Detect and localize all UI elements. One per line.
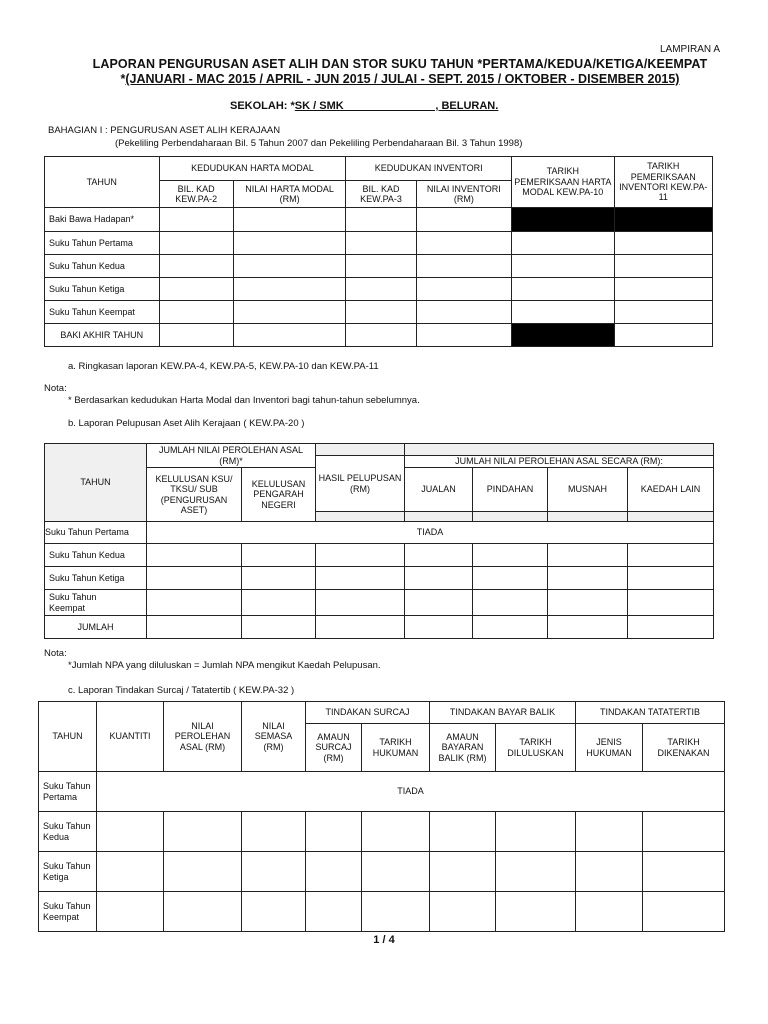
col-pindahan: PINDAHAN bbox=[473, 468, 548, 512]
col-kaedah-lain: KAEDAH LAIN bbox=[628, 468, 714, 512]
item-a: a. Ringkasan laporan KEW.PA-4, KEW.PA-5, KEW.PA-10 dan KEW.PA-11 bbox=[68, 361, 379, 372]
table-row bbox=[39, 892, 725, 932]
tiada-label: TIADA bbox=[147, 522, 714, 544]
row-label: Suku Tahun Kedua bbox=[45, 544, 147, 567]
col-kelulusan-pengarah: KELULUSAN PENGARAH NEGERI bbox=[242, 468, 316, 522]
table-row bbox=[39, 852, 725, 892]
table-row bbox=[39, 772, 725, 812]
nota-label: Nota: bbox=[44, 383, 67, 394]
table-pelupusan bbox=[44, 443, 714, 639]
sekolah-value: SK / SMK , BELURAN. bbox=[294, 100, 499, 112]
col-tahun: TAHUN bbox=[45, 157, 160, 208]
row-label: BAKI AKHIR TAHUN bbox=[45, 324, 160, 347]
table-row bbox=[45, 616, 714, 639]
col-nilai-perolehan: NILAI PEROLEHAN ASAL (RM) bbox=[164, 702, 242, 772]
col-nilai-semasa: NILAI SEMASA (RM) bbox=[242, 702, 306, 772]
nota-b: *Jumlah NPA yang diluluskan = Jumlah NPA mengikut Kaedah Pelupusan. bbox=[68, 660, 381, 671]
row-label: Suku Tahun Pertama bbox=[45, 522, 147, 544]
table-row bbox=[39, 812, 725, 852]
grp-secara: JUMLAH NILAI PEROLEHAN ASAL SECARA (RM): bbox=[405, 456, 714, 468]
item-b: b. Laporan Pelupusan Aset Alih Kerajaan ( KEW.PA-20 ) bbox=[68, 418, 305, 429]
grp-inventori: KEDUDUKAN INVENTORI bbox=[346, 157, 512, 181]
nota-label-b: Nota: bbox=[44, 648, 67, 659]
col-jualan: JUALAN bbox=[405, 468, 473, 512]
table-row bbox=[45, 255, 713, 278]
grp-jumlah-nilai: JUMLAH NILAI PEROLEHAN ASAL (RM)* bbox=[147, 444, 316, 468]
col-tahun: TAHUN bbox=[45, 444, 147, 522]
grp-surcaj: TINDAKAN SURCAJ bbox=[306, 702, 430, 724]
period-text: (JANUARI - MAC 2015 / APRIL - JUN 2015 / JULAI - SEPT. 2015 / OKTOBER - DISEMBER 2015) bbox=[125, 72, 680, 86]
period-prefix: * bbox=[120, 72, 126, 86]
row-label-text: Suku Tahun Keempat bbox=[49, 592, 97, 613]
table-surcaj bbox=[38, 701, 725, 932]
col-kelulusan-ksu: KELULUSAN KSU/ TKSU/ SUB (PENGURUSAN ASET) bbox=[147, 468, 242, 522]
col-jenis-hukuman: JENIS HUKUMAN bbox=[576, 724, 643, 772]
grp-harta-modal: KEDUDUKAN HARTA MODAL bbox=[159, 157, 346, 181]
row-label: Suku Tahun Keempat bbox=[45, 301, 160, 324]
col-tarikh-hukuman: TARIKH HUKUMAN bbox=[362, 724, 430, 772]
row-label: Suku Tahun Ketiga bbox=[39, 852, 97, 892]
table-row bbox=[45, 522, 714, 544]
col-amaun-bayaran: AMAUN BAYARAN BALIK (RM) bbox=[430, 724, 496, 772]
col-tarikh-dikenakan: TARIKH DIKENAKAN bbox=[643, 724, 725, 772]
row-label bbox=[45, 590, 147, 616]
lampiran-label: LAMPIRAN A bbox=[660, 44, 721, 55]
row-label: Suku Tahun Kedua bbox=[45, 255, 160, 278]
row-label: Suku Tahun Kedua bbox=[39, 812, 97, 852]
row-label: Suku Tahun Ketiga bbox=[45, 278, 160, 301]
col-tarikh-inventori: TARIKH PEMERIKSAAN INVENTORI KEW.PA-11 bbox=[614, 157, 712, 208]
nota-a: * Berdasarkan kedudukan Harta Modal dan Inventori bagi tahun-tahun sebelumnya. bbox=[68, 395, 420, 406]
table-row bbox=[45, 567, 714, 590]
table-row bbox=[45, 278, 713, 301]
grp-bayar-balik: TINDAKAN BAYAR BALIK bbox=[430, 702, 576, 724]
grp-tatatertib: TINDAKAN TATATERTIB bbox=[576, 702, 725, 724]
col-nilai-harta: NILAI HARTA MODAL (RM) bbox=[233, 181, 346, 208]
sekolah-label: SEKOLAH: * bbox=[230, 100, 295, 112]
col-hasil-pelupusan: HASIL PELUPUSAN (RM) bbox=[316, 456, 405, 512]
col-tahun: TAHUN bbox=[39, 702, 97, 772]
page-number: 1 / 4 bbox=[373, 934, 395, 946]
row-label: JUMLAH bbox=[45, 616, 147, 639]
table-row bbox=[45, 544, 714, 567]
row-label: Suku Tahun Ketiga bbox=[45, 567, 147, 590]
table-row bbox=[45, 232, 713, 255]
table-kedudukan-aset bbox=[44, 156, 713, 347]
col-bil-kad-harta: BIL. KAD KEW.PA-2 bbox=[159, 181, 233, 208]
table-row bbox=[45, 590, 714, 616]
row-label: Baki Bawa Hadapan* bbox=[45, 208, 160, 232]
col-tarikh-harta: TARIKH PEMERIKSAAN HARTA MODAL KEW.PA-10 bbox=[512, 157, 614, 208]
table-row bbox=[45, 208, 713, 232]
col-nilai-inventori: NILAI INVENTORI (RM) bbox=[416, 181, 511, 208]
report-period bbox=[0, 72, 768, 86]
table-row bbox=[45, 301, 713, 324]
report-title: LAPORAN PENGURUSAN ASET ALIH DAN STOR SUKU TAHUN *PERTAMA/KEDUA/KETIGA/KEEMPAT bbox=[92, 57, 708, 71]
bahagian-heading: BAHAGIAN I : PENGURUSAN ASET ALIH KERAJAAN bbox=[48, 125, 281, 136]
item-c: c. Laporan Tindakan Surcaj / Tatatertib ( KEW.PA-32 ) bbox=[68, 685, 295, 696]
col-amaun-surcaj: AMAUN SURCAJ (RM) bbox=[306, 724, 362, 772]
col-musnah: MUSNAH bbox=[548, 468, 628, 512]
sekolah-line bbox=[230, 100, 498, 112]
col-tarikh-diluluskan: TARIKH DILULUSKAN bbox=[496, 724, 576, 772]
table-row bbox=[45, 324, 713, 347]
row-label: Suku Tahun Pertama bbox=[39, 772, 97, 812]
tiada-label: TIADA bbox=[97, 772, 725, 812]
row-label: Suku Tahun Keempat bbox=[39, 892, 97, 932]
col-kuantiti: KUANTITI bbox=[97, 702, 164, 772]
col-bil-kad-inventori: BIL. KAD KEW.PA-3 bbox=[346, 181, 416, 208]
bahagian-subheading: (Pekeliling Perbendaharaan Bil. 5 Tahun 2007 dan Pekeliling Perbendaharaan Bil. 3 Tahun 1998) bbox=[115, 138, 523, 149]
row-label: Suku Tahun Pertama bbox=[45, 232, 160, 255]
